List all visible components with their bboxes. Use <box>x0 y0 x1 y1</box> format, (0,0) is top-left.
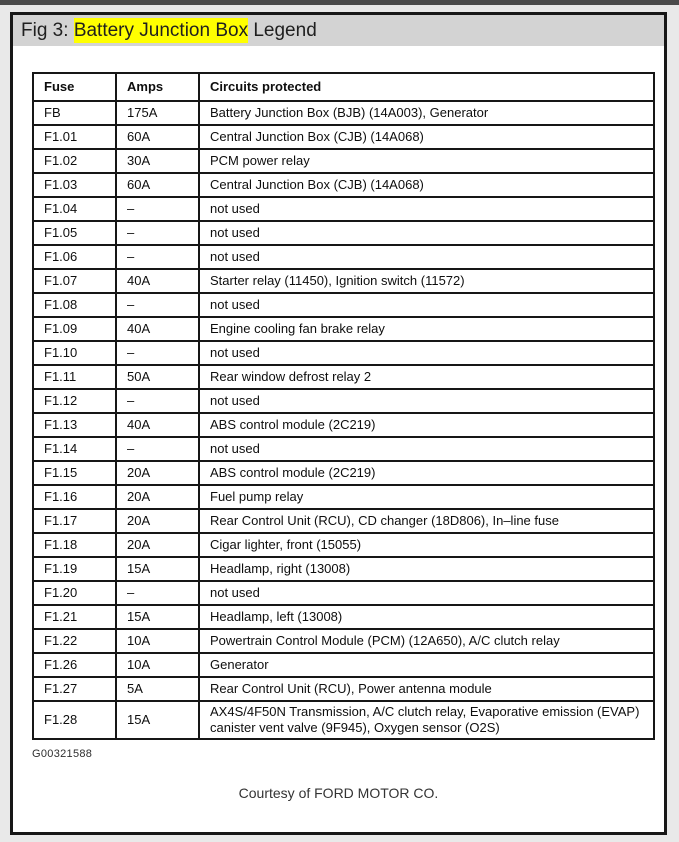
caption-prefix: Fig 3: <box>21 20 74 41</box>
fuse-id-cell: F1.01 <box>33 125 116 149</box>
circuits-cell: ABS control module (2C219) <box>199 413 654 437</box>
amps-cell: 15A <box>116 557 199 581</box>
fuse-table <box>32 72 655 740</box>
circuits-cell: not used <box>199 341 654 365</box>
fuse-row <box>33 581 654 605</box>
amps-cell: 5A <box>116 677 199 701</box>
fuse-row <box>33 677 654 701</box>
fuse-id-cell: F1.10 <box>33 341 116 365</box>
fuse-id-cell: F1.11 <box>33 365 116 389</box>
amps-cell: 20A <box>116 485 199 509</box>
top-bar <box>0 0 679 5</box>
courtesy-line: Courtesy of FORD MOTOR CO. <box>238 785 439 801</box>
fuse-row <box>33 125 654 149</box>
fuse-row <box>33 413 654 437</box>
amps-cell: 20A <box>116 533 199 557</box>
fuse-table-body <box>33 101 654 739</box>
fuse-id-cell: F1.13 <box>33 413 116 437</box>
circuits-cell: AX4S/4F50N Transmission, A/C clutch relay, Evaporative emission (EVAP) canister vent valve (9F945), Oxygen sensor (O2S) <box>199 701 654 739</box>
col-header-amps: Amps <box>116 73 199 101</box>
fuse-row <box>33 149 654 173</box>
amps-cell: 50A <box>116 365 199 389</box>
fuse-id-cell: F1.20 <box>33 581 116 605</box>
circuits-cell: not used <box>199 197 654 221</box>
fuse-row <box>33 701 654 739</box>
circuits-cell: Central Junction Box (CJB) (14A068) <box>199 125 654 149</box>
circuits-cell: not used <box>199 293 654 317</box>
amps-cell: – <box>116 221 199 245</box>
circuits-cell: Fuel pump relay <box>199 485 654 509</box>
fuse-row <box>33 437 654 461</box>
fuse-row <box>33 653 654 677</box>
circuits-cell: Headlamp, left (13008) <box>199 605 654 629</box>
amps-cell: 10A <box>116 653 199 677</box>
fuse-id-cell: F1.21 <box>33 605 116 629</box>
fuse-row <box>33 485 654 509</box>
amps-cell: – <box>116 437 199 461</box>
amps-cell: 60A <box>116 125 199 149</box>
fuse-row <box>33 533 654 557</box>
fuse-id-cell: F1.17 <box>33 509 116 533</box>
circuits-cell: Starter relay (11450), Ignition switch (11572) <box>199 269 654 293</box>
caption-highlight: Battery Junction Box <box>73 20 249 41</box>
figure-code: G00321588 <box>32 748 93 760</box>
fuse-row <box>33 317 654 341</box>
amps-cell: – <box>116 341 199 365</box>
fuse-id-cell: F1.26 <box>33 653 116 677</box>
fuse-row <box>33 245 654 269</box>
fuse-id-cell: F1.12 <box>33 389 116 413</box>
document-frame <box>10 12 667 835</box>
fuse-id-cell: F1.18 <box>33 533 116 557</box>
table-header-row <box>33 73 654 101</box>
fuse-id-cell: F1.14 <box>33 437 116 461</box>
amps-cell: 40A <box>116 269 199 293</box>
fuse-id-cell: F1.03 <box>33 173 116 197</box>
fuse-id-cell: F1.09 <box>33 317 116 341</box>
amps-cell: 30A <box>116 149 199 173</box>
fuse-id-cell: FB <box>33 101 116 125</box>
circuits-cell: Rear Control Unit (RCU), CD changer (18D806), In–line fuse <box>199 509 654 533</box>
amps-cell: 175A <box>116 101 199 125</box>
fuse-id-cell: F1.22 <box>33 629 116 653</box>
amps-cell: 10A <box>116 629 199 653</box>
amps-cell: 15A <box>116 605 199 629</box>
fuse-id-cell: F1.15 <box>33 461 116 485</box>
amps-cell: 20A <box>116 509 199 533</box>
circuits-cell: not used <box>199 581 654 605</box>
circuits-cell: ABS control module (2C219) <box>199 461 654 485</box>
circuits-cell: not used <box>199 245 654 269</box>
amps-cell: 60A <box>116 173 199 197</box>
fuse-id-cell: F1.16 <box>33 485 116 509</box>
fuse-row <box>33 389 654 413</box>
circuits-cell: not used <box>199 389 654 413</box>
col-header-fuse: Fuse <box>33 73 116 101</box>
amps-cell: – <box>116 581 199 605</box>
fuse-id-cell: F1.07 <box>33 269 116 293</box>
fuse-id-cell: F1.05 <box>33 221 116 245</box>
fuse-row <box>33 293 654 317</box>
fuse-row <box>33 365 654 389</box>
fuse-id-cell: F1.04 <box>33 197 116 221</box>
circuits-cell: Battery Junction Box (BJB) (14A003), Generator <box>199 101 654 125</box>
fuse-row <box>33 509 654 533</box>
fuse-row <box>33 173 654 197</box>
fuse-id-cell: F1.19 <box>33 557 116 581</box>
fuse-row <box>33 101 654 125</box>
fuse-id-cell: F1.27 <box>33 677 116 701</box>
circuits-cell: Central Junction Box (CJB) (14A068) <box>199 173 654 197</box>
fuse-row <box>33 461 654 485</box>
amps-cell: – <box>116 197 199 221</box>
fuse-row <box>33 221 654 245</box>
circuits-cell: Generator <box>199 653 654 677</box>
circuits-cell: not used <box>199 437 654 461</box>
fuse-row <box>33 557 654 581</box>
circuits-cell: Rear Control Unit (RCU), Power antenna module <box>199 677 654 701</box>
amps-cell: – <box>116 245 199 269</box>
fuse-id-cell: F1.28 <box>33 701 116 739</box>
circuits-cell: Rear window defrost relay 2 <box>199 365 654 389</box>
amps-cell: 20A <box>116 461 199 485</box>
circuits-cell: Cigar lighter, front (15055) <box>199 533 654 557</box>
amps-cell: 40A <box>116 413 199 437</box>
col-header-circuits: Circuits protected <box>199 73 654 101</box>
fuse-id-cell: F1.02 <box>33 149 116 173</box>
amps-cell: – <box>116 293 199 317</box>
circuits-cell: Headlamp, right (13008) <box>199 557 654 581</box>
caption-suffix: Legend <box>248 20 317 41</box>
fuse-id-cell: F1.08 <box>33 293 116 317</box>
fuse-row <box>33 269 654 293</box>
fuse-row <box>33 605 654 629</box>
fuse-row <box>33 341 654 365</box>
circuits-cell: Engine cooling fan brake relay <box>199 317 654 341</box>
fuse-id-cell: F1.06 <box>33 245 116 269</box>
amps-cell: 15A <box>116 701 199 739</box>
fuse-row <box>33 629 654 653</box>
circuits-cell: not used <box>199 221 654 245</box>
amps-cell: – <box>116 389 199 413</box>
figure-caption <box>13 15 664 46</box>
circuits-cell: PCM power relay <box>199 149 654 173</box>
amps-cell: 40A <box>116 317 199 341</box>
fuse-row <box>33 197 654 221</box>
circuits-cell: Powertrain Control Module (PCM) (12A650), A/C clutch relay <box>199 629 654 653</box>
